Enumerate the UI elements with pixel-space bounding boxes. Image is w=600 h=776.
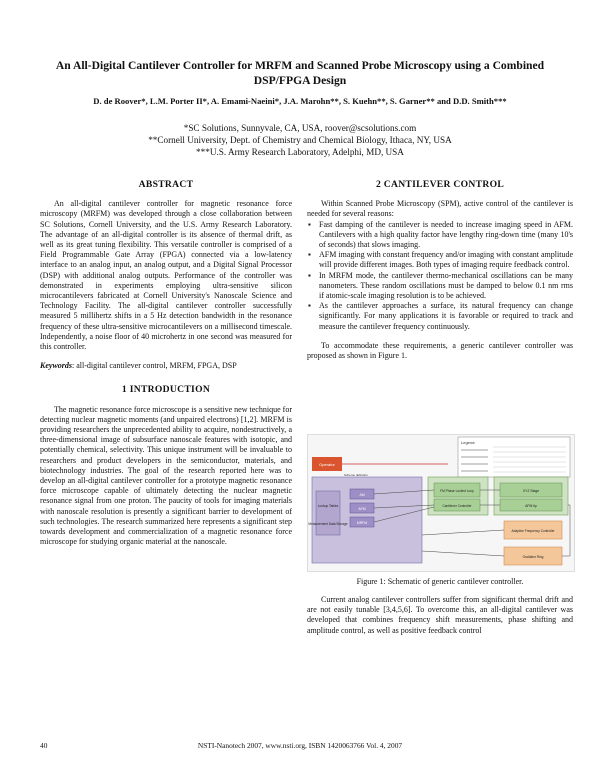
cantilever-label: Cantilever Controller bbox=[442, 504, 472, 508]
list-item: ▪ AFM imaging with constant frequency and/or imaging with constant amplitude will provide different images. Both types of imaging require feedback control. bbox=[319, 250, 573, 270]
affiliations bbox=[30, 122, 570, 158]
abstract-heading: ABSTRACT bbox=[138, 179, 194, 190]
affiliation-3: ***U.S. Army Research Laboratory, Adelphi, MD, USA bbox=[196, 147, 404, 157]
pll-label: FM Phase Locked Loop bbox=[440, 489, 474, 493]
right-column bbox=[307, 180, 573, 361]
affiliation-1: *SC Solutions, Sunnyvale, CA, USA, roover@scsolutions.com bbox=[183, 123, 417, 133]
list-item: ▪ In MRFM mode, the cantilever thermo-mechanical oscillations can be many nanometers. These random oscillations must be damped to below 0.1 nm rms if atomic-scale imaging resolution is to be achieved. bbox=[319, 271, 573, 302]
abstract-text: An all-digital cantilever controller for magnetic resonance force microscopy (MRFM) was developed through a close collaboration between SC Solutions, Cornell University, and the U.S. Army Research Laboratory. The advantage of an all-digital controller is its absence of thermal drift, as well as its great tuning flexibility. This versatile controller is comprised of a Field Programmable Gate Array (FPGA) connected via a low-latency interface to an analog input, an analog output, and a Digital Signal Processor (DSP) with additional analog outputs. Performance of the controller was demonstrated in experiments employing ultra-sensitive silicon microcantilevers fabricated at Cornell University's Nanoscale Science and Technology Facility. The all-digital cantilever controller successfully measured 5 millihertz shifts in a 5 Hz detection bandwidth in the resonance frequency of these ultra-sensitive microcantilevers on a millisecond timescale. Independently, a noise floor of 40 microhertz in one second was measured for this controller. bbox=[40, 199, 292, 352]
figure-1-schematic bbox=[307, 434, 575, 572]
keywords bbox=[40, 361, 292, 371]
xyz-label: XYZ Stage bbox=[522, 489, 540, 493]
reasons-list bbox=[307, 220, 573, 332]
afm-label: AFM bbox=[358, 507, 366, 511]
lookup-block bbox=[316, 491, 340, 535]
scheme-label: Scheme definition bbox=[344, 473, 368, 477]
cantilever-heading: 2 CANTILEVER CONTROL bbox=[375, 179, 505, 190]
paper-title: An All-Digital Cantilever Controller for MRFM and Scanned Probe Microscopy using a Combined DSP/FPGA Design bbox=[55, 59, 545, 87]
cantilever-intro: Within Scanned Probe Microscopy (SPM), active control of the cantilever is needed for several reasons: bbox=[307, 199, 573, 219]
intro-heading: 1 INTRODUCTION bbox=[121, 384, 211, 396]
page-number: 40 bbox=[40, 741, 48, 750]
adaptive-label: Adaptive Frequency Controller bbox=[511, 529, 555, 533]
affiliation-2: **Cornell University, Dept. of Chemistry and Chemical Biology, Ithaca, NY, USA bbox=[148, 135, 452, 145]
schematic-diagram bbox=[308, 435, 574, 571]
mrfm-label: MRFM bbox=[356, 521, 368, 525]
left-column bbox=[40, 180, 292, 548]
legend-title: Legend: bbox=[461, 440, 476, 445]
oscillator-label: Oscillator Ring bbox=[522, 555, 544, 559]
lookup-label: Lookup Tables bbox=[317, 504, 339, 508]
footer-citation: NSTI-Nanotech 2007, www.nsti.org, ISBN 1420063766 Vol. 4, 2007 bbox=[197, 741, 403, 750]
list-item: ▪ As the cantilever approaches a surface, its natural frequency can change significantly. For many applications it is favorable or required to track and measure the cantilever frequency continuously. bbox=[319, 301, 573, 332]
keywords-text: : all-digital cantilever control, MRFM, FPGA, DSP bbox=[72, 361, 237, 371]
memory-label: Measurement Data Storage bbox=[308, 522, 348, 526]
cantilever-para2: To accommodate these requirements, a generic cantilever controller was proposed as shown in Figure 1. bbox=[307, 340, 573, 361]
cantilever-para3: Current analog cantilever controllers suffer from significant thermal drift and are not easily tunable [3,4,5,6]. To overcome this, an all-digital cantilever was developed that combines frequency shift measurements, phase shifting and amplitude control, as well as positive feedback control bbox=[307, 595, 573, 635]
right-column-bottom bbox=[307, 595, 573, 636]
list-item: ▪ Fast damping of the cantilever is needed to increase imaging speed in AFM. Cantilevers with a high quality factor have lengthy ring-down time (many 10's of seconds) that slows imaging. bbox=[319, 220, 573, 251]
operator-label: Operator bbox=[319, 462, 335, 467]
keywords-label: Keywords bbox=[40, 361, 72, 371]
intro-text: The magnetic resonance force microscope is a sensitive new technique for detecting nuclear magnetic moments (and unpaired electrons) [1,2]. MRFM is providing researchers the unprecedented ability to acquire, nondestructively, a three-dimensional image of subsurface nanoscale features with isotopic, and potentially chemical, selectivity. This unique instrument will be invaluable to researchers and product developers in the semiconductor, materials, and biotechnology industries. The goal of the research reported here was to develop an all-digital cantilever controller for a prototype magnetic resonance force microscope capable of ultimately detecting the nuclear magnetic resonance signal from one proton. The paucity of tools for imaging materials with nanoscale resolution is presently a significant barrier to development of such technologies. The research summarized here represents a significant step towards development and commercialization of a magnetic resonance force microscope for studying organic material at the nanoscale. bbox=[40, 404, 292, 547]
am-label: AM bbox=[359, 493, 365, 497]
figure-caption: Figure 1: Schematic of generic cantilever controller. bbox=[356, 577, 524, 586]
afm-tip-label: AFM tip bbox=[525, 504, 537, 508]
author-list: D. de Roover*, L.M. Porter II*, A. Emami-Naeini*, J.A. Marohn**, S. Kuehn**, S. Garner** and D.D. Smith*** bbox=[93, 96, 507, 106]
